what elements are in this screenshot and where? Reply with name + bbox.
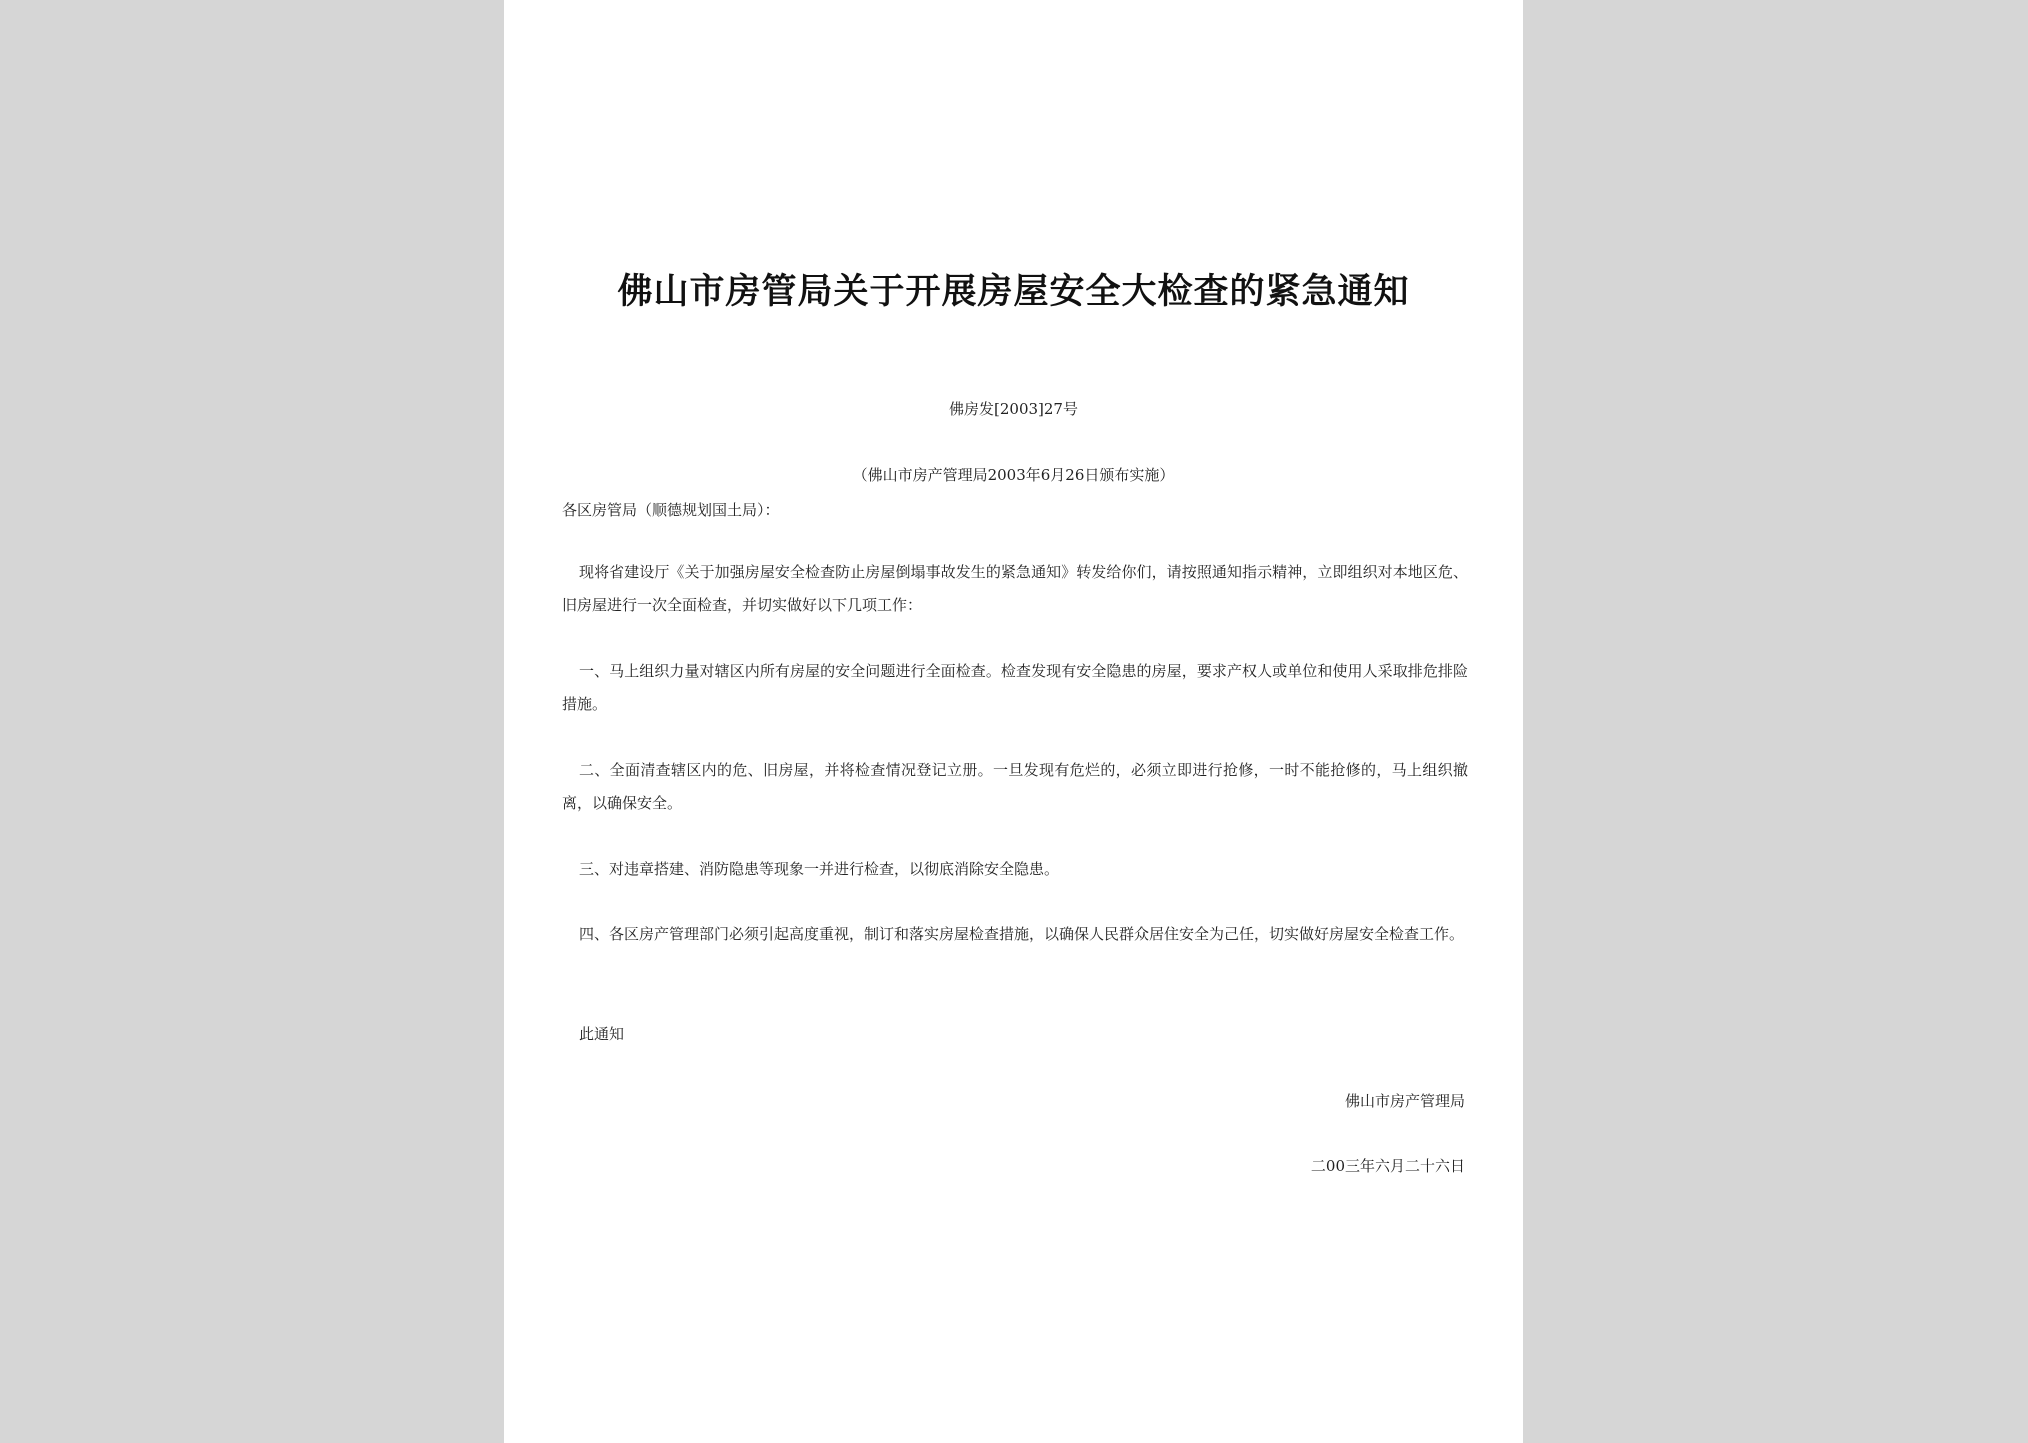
issuer-signature: 佛山市房产管理局	[1344, 1092, 1465, 1110]
issue-note: （佛山市房产管理局2003年6月26日颁布实施）	[852, 466, 1175, 484]
paragraph-item-4: 四、各区房产管理部门必须引起高度重视，制订和落实房屋检查措施，以确保人民群众居住安全为己任，切实做好房屋安全检查工作。	[579, 925, 1465, 943]
document-page	[504, 0, 1523, 1443]
document-number: 佛房发[2003]27号	[949, 400, 1078, 418]
paragraph-item-1: 一、马上组织力量对辖区内所有房屋的安全问题进行全面检查。检查发现有安全隐患的房屋，要求产权人或单位和使用人采取排危排险措施。	[562, 662, 1468, 713]
closing-line: 此通知	[579, 1025, 625, 1043]
document-title: 佛山市房管局关于开展房屋安全大检查的紧急通知	[617, 271, 1410, 312]
paragraph-item-3: 三、对违章搭建、消防隐患等现象一并进行检查，以彻底消除安全隐患。	[579, 860, 1060, 878]
paragraph-item-2: 二、全面清查辖区内的危、旧房屋，并将检查情况登记立册。一旦发现有危烂的，必须立即进行抢修，一时不能抢修的，马上组织撤离，以确保安全。	[562, 761, 1468, 812]
issue-date: 二00三年六月二十六日	[1310, 1157, 1465, 1175]
paragraph-intro: 现将省建设厅《关于加强房屋安全检查防止房屋倒塌事故发生的紧急通知》转发给你们，请按照通知指示精神，立即组织对本地区危、旧房屋进行一次全面检查，并切实做好以下几项工作：	[562, 563, 1468, 614]
salutation: 各区房管局（顺德规划国土局）：	[562, 501, 780, 519]
